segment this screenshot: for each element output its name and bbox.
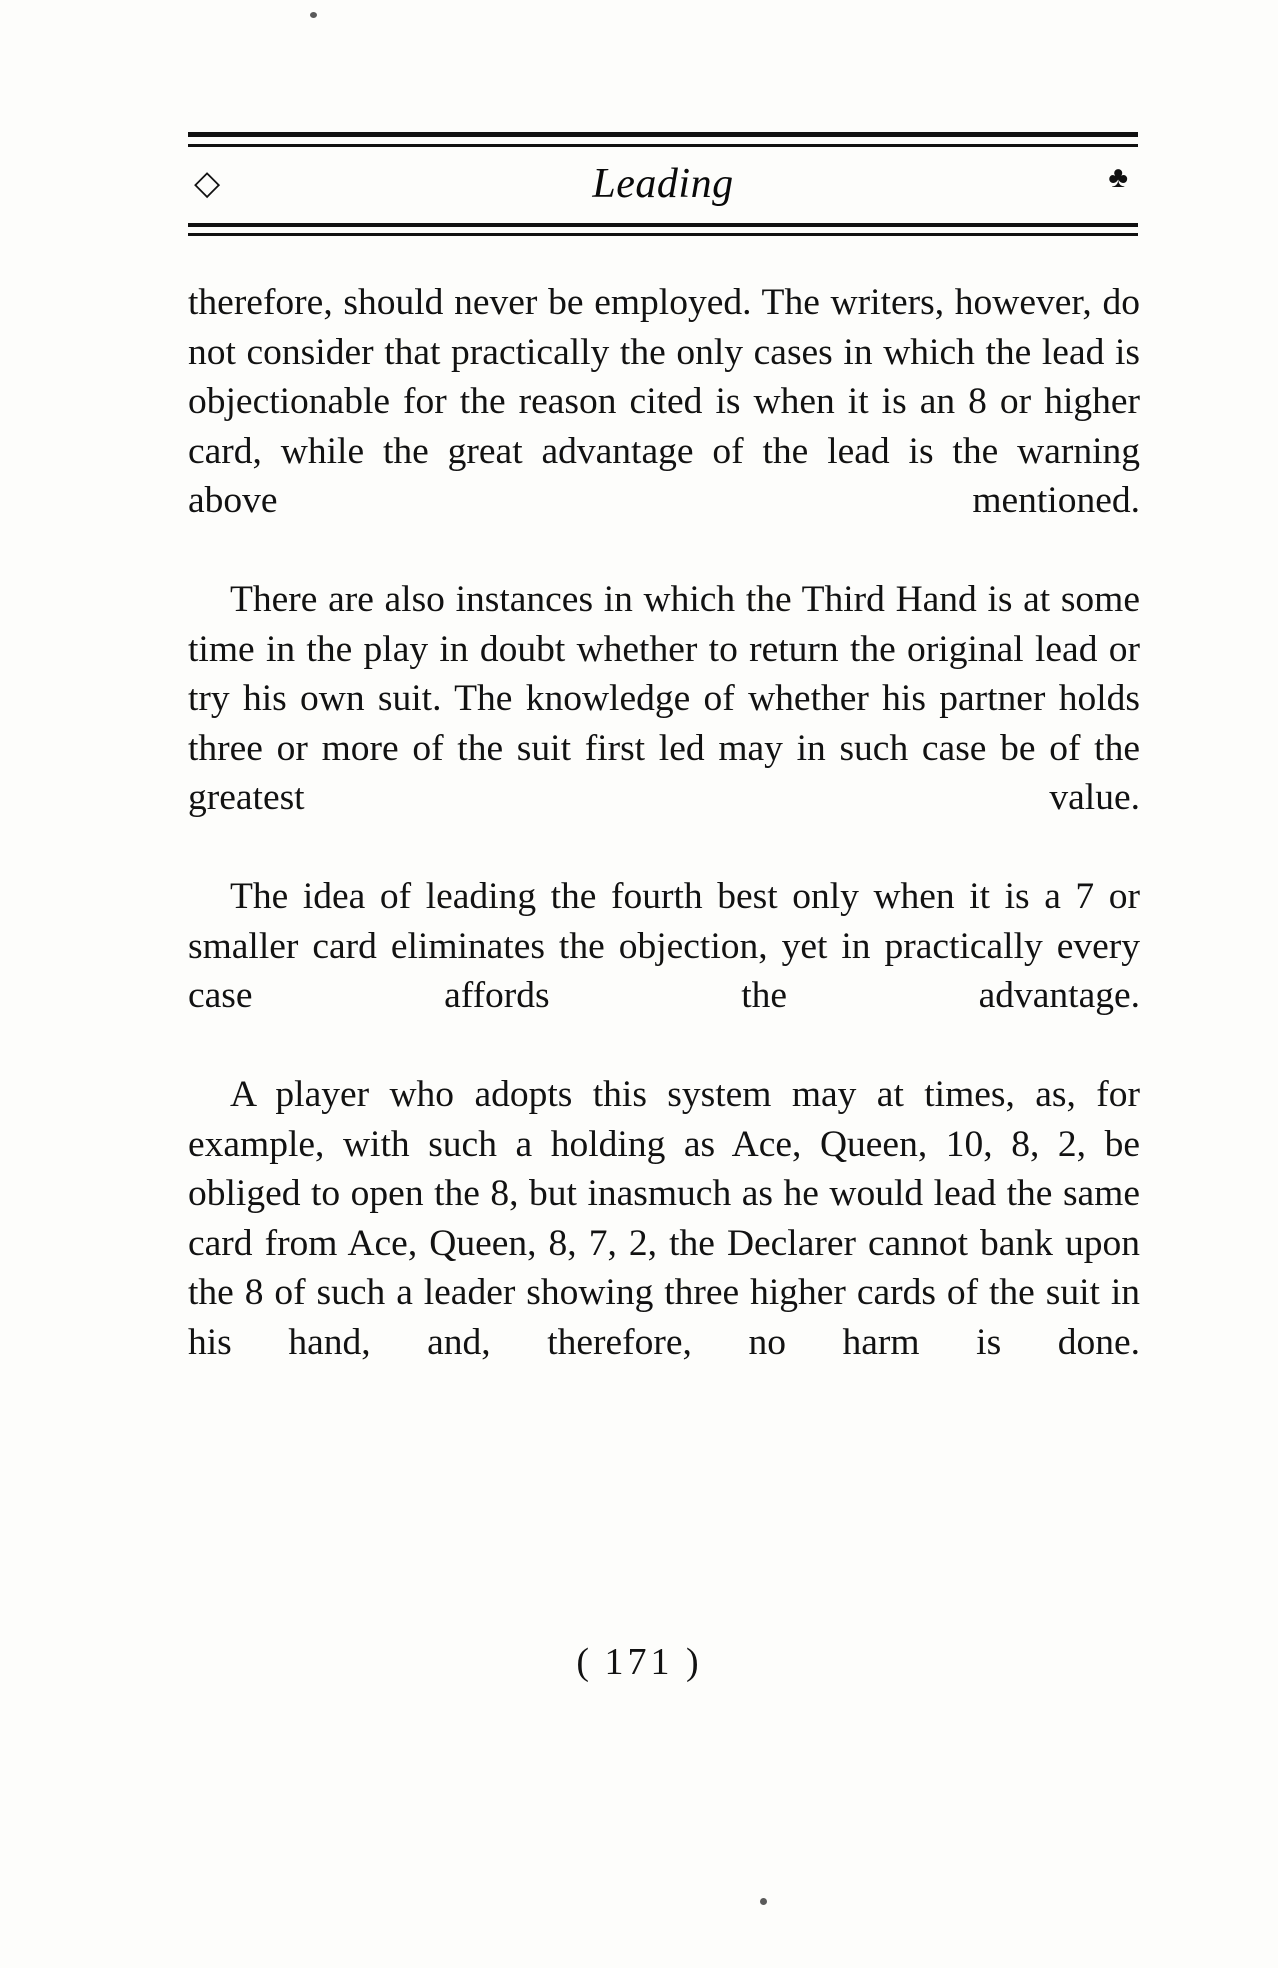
club-suit-icon: ♣	[1108, 161, 1128, 194]
paragraph-2: There are also instances in which the Third Hand is at some time in the play in doubt whether to return the original lead or try his own suit. The knowledge of whether his partner holds three or more of the suit first led may in such case be of the greatest value.	[188, 579, 1140, 818]
running-head-row	[188, 147, 1138, 221]
diamond-suit-icon: ◇	[194, 165, 221, 202]
folio-close-paren: )	[686, 1641, 702, 1683]
folio-open-paren: (	[576, 1641, 592, 1683]
paragraph-1: therefore, should never be employed. The writers, however, do not consider that practically the only cases in which the lead is objectionable for the reason cited is when it is an 8 or higher card, while the great advantage of the lead is the warning above mentioned.	[188, 282, 1140, 521]
body-text-column	[188, 278, 1140, 1417]
folio-number: 171	[604, 1641, 674, 1683]
header-rule-bottom	[188, 223, 1138, 227]
paragraph-3: The idea of leading the fourth best only when it is a 7 or smaller card eliminates the objection, yet in practically every case affords the advantage.	[188, 876, 1140, 1016]
header-rule-bottom-second	[188, 233, 1138, 236]
scan-speck-bottom	[760, 1898, 767, 1905]
paragraph-4: A player who adopts this system may at times, as, for example, with such a holding as Ace, Queen, 10, 8, 2, be obliged to open the 8, but inasmuch as he would lead the same card from Ace, Queen, 8, 7, 2, the Declarer cannot bank upon the 8 of such a leader showing three higher cards of the suit in his hand, and, therefore, no harm is done.	[188, 1074, 1140, 1363]
scan-speck-top	[310, 12, 317, 18]
page-title: Leading	[592, 161, 734, 207]
page-folio	[0, 1640, 1278, 1684]
running-head	[188, 132, 1138, 236]
